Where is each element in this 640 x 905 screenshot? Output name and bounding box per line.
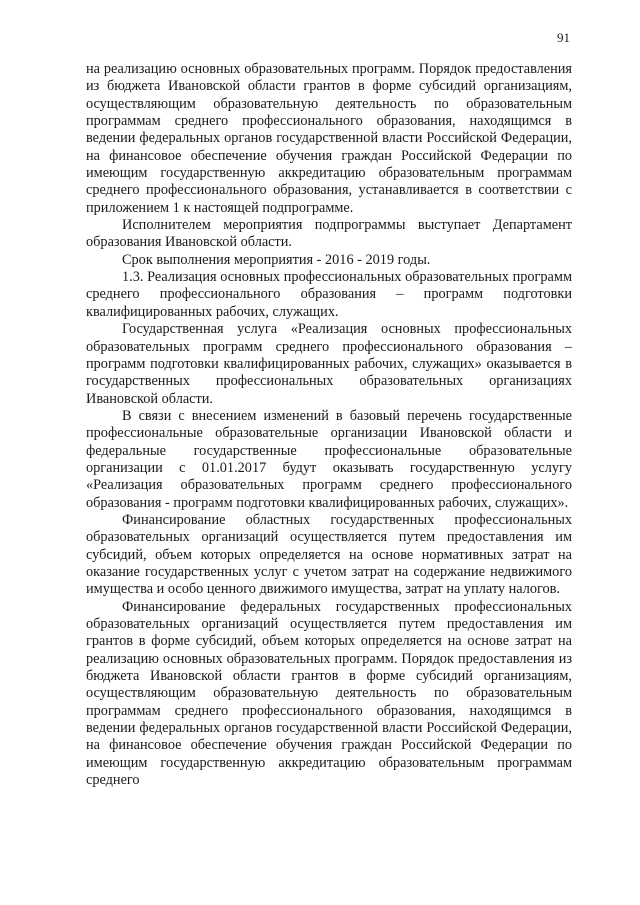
paragraph-federal-financing: Финансирование федеральных государственных профессиональных образовательных организаций осуществляется путем предоставления им грантов в форме субсидий, объем которых определяется на основе затрат на реализацию основных образовательных программ. Порядок предоставления из бюджета Ивановской области грантов в форме субсидий организациям, осуществляющим образовательную деятельность по образовательным программам среднего профессионального образования, находящимся в ведении федеральных органов государственной власти Российской Федерации, на финансовое обеспечение обучения граждан Российской Федерации по имеющим государственную аккредитацию образовательным программам среднего bbox=[86, 598, 572, 789]
paragraph-basic-list-changes: В связи с внесением изменений в базовый перечень государственные профессиональные образовательные организации Ивановской области и федеральные государственные профессиональные образовательные организации с 01.01.2017 будут оказывать государственную услугу «Реализация образовательных программ среднего профессионального образования - программ подготовки квалифицированных рабочих, служащих». bbox=[86, 407, 572, 511]
document-body bbox=[86, 61, 572, 789]
paragraph-section-heading: 1.3. Реализация основных профессиональных образовательных программ среднего профессионального образования – программ подготовки квалифицированных рабочих, служащих. bbox=[86, 269, 572, 320]
paragraph-deadline: Срок выполнения мероприятия - 2016 - 2019 годы. bbox=[122, 251, 431, 268]
paragraph-state-service: Государственная услуга «Реализация основных профессиональных образовательных программ среднего профессионального образования – программ подготовки квалифицированных рабочих, служащих» оказывается в государственных профессиональных образовательных организациях Ивановской области. bbox=[86, 321, 572, 407]
paragraph-continuation: на реализацию основных образовательных программ. Порядок предоставления из бюджета Ивановской области грантов в форме субсидий организациям, осуществляющим образовательную деятельность по образовательным программам среднего профессионального образования, находящимся в ведении федеральных органов государственной власти Российской Федерации, на финансовое обеспечение обучения граждан Российской Федерации по имеющим государственную аккредитацию образовательным программам среднего профессионального образования, устанавливается в соответствии с приложением 1 к настоящей подпрограмме. bbox=[86, 61, 572, 216]
paragraph-executor: Исполнителем мероприятия подпрограммы выступает Департамент образования Ивановской области. bbox=[86, 217, 572, 251]
paragraph-regional-financing: Финансирование областных государственных профессиональных образовательных организаций осуществляется путем предоставления им субсидий, объем которых определяется на основе нормативных затрат на оказание государственных услуг с учетом затрат на содержание недвижимого имущества и особо ценного движимого имущества, затрат на уплату налогов. bbox=[86, 511, 572, 598]
page-number: 91 bbox=[557, 30, 570, 45]
